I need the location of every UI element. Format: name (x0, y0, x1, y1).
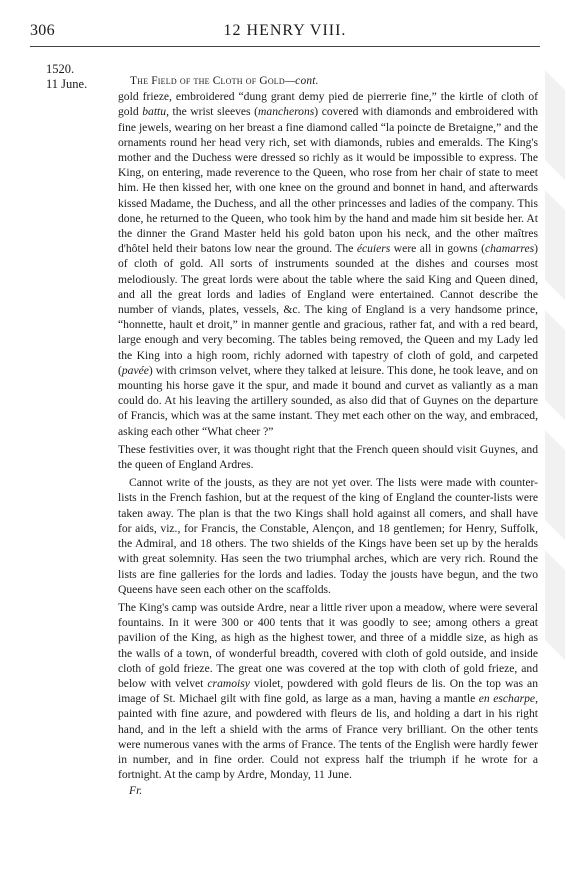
text-run: These festivities over, it was thought right that the French queen should visit Guynes, and the queen of England Ardres. (118, 442, 538, 472)
text-run: ) of cloth of gold. All sorts of instruments sounded at the dishes and courses most melodiously. The great lords were about the table where the said King and Queen dined, and all the great lords and ladies of England were entertained. Cannot describe the number of viands, plates, vessels, &c. The king of England is a very handsome prince, “honnette, hault et droit,” in manner gentle and gracious, rather fat, and with a red beard, large enough and very becoming. The tables being removed, the Queen and my Lady led the King into a high room, richly adorned with tapestry of cloth of gold, and carpeted ( (118, 242, 538, 377)
section-title-cont: —cont. (284, 75, 319, 87)
italic-term: en escharpe (478, 692, 536, 706)
text-run: ) covered with diamonds and embroidered with fine jewels, wearing on her breast a fine diamond called “la poincte de Bretaigne,” and the ornaments round her head very rich, set with diamonds, rubies and emeralds. The King's mother and the Duchess were dressed so richly as it would be impossible to express. The King, on entering, made reverence to the Queen, who rose from her chair of state to meet him. He then kissed her, with one knee on the ground and bonnet in hand, and afterwards kissed Madame, the Duchess, and all the other princesses and ladies of the company. This done, he returned to the Queen, who took him by the hand and made him sit beside her. At the dinner the Grand Master held his gold baton upon his neck, and the other maîtres d'hôtel held their batons low near the ground. The (118, 105, 539, 256)
text-run: gold frieze, embroidered “dung grant demy pied de pierrerie fine,” the kirtle of cloth of gold (118, 90, 538, 119)
italic-term: écuiers (356, 242, 391, 256)
italic-term: pavée (121, 363, 149, 377)
italic-term: mancherons (258, 105, 315, 119)
margin-date: 11 June. (46, 77, 88, 91)
page-header (30, 22, 540, 44)
section-title-text: The Field of the Cloth of Gold (130, 75, 285, 87)
running-head: 12 HENRY VIII. (223, 22, 347, 39)
paragraph (118, 89, 538, 439)
signature: Fr. (129, 784, 143, 798)
faded-margin-watermark (535, 70, 565, 670)
paragraph (118, 475, 538, 597)
paragraph (118, 442, 538, 472)
text-run: violet, powdered with gold fleurs de lis. On the top was an image of St. Michael gilt with fine gold, as large as a man, having a mantle (118, 676, 538, 706)
text-run: The King's camp was outside Ardre, near a little river upon a meadow, where were several fountains. In it were 300 or 400 tents that it was goodly to see; among others a great pavilion of the King, as high as the highest tower, and three of a middle size, as high as the walls of a town, of wonderful breadth, covered with cloth of gold outside, and inside cloth of gold frieze. The great one was covered at the top with cloth of gold frieze, and below with velvet (118, 600, 538, 690)
text-run: ) with crimson velvet, where they talked at leisure. This done, he took leave, and on mounting his horse gave it the spur, and made it bound and curvet as valiantly as a man could do. At his leaving the artillery sounded, as also did that of Guynes on the departure of Francis, which was at the same instant. They met each other on the way, and embraced, asking each other “What cheer ?” (118, 363, 538, 438)
page-number: 306 (30, 22, 55, 39)
italic-term: cramoisy (207, 676, 250, 690)
section-title (118, 74, 538, 89)
body-text (118, 74, 538, 799)
margin-year: 1520. (46, 62, 75, 76)
paragraph (118, 600, 538, 782)
paragraphs (118, 89, 538, 782)
italic-term: battu (142, 105, 167, 119)
text-run: were all in gowns ( (390, 242, 485, 256)
text-run: , the wrist sleeves ( (166, 105, 259, 119)
watermark-graphic (535, 70, 565, 670)
text-run: , painted with fine azure, and powdered with fleurs de lis, and holding a dart in his right hand, and in the left a shield with the arms of France very brilliant. On the other tents were numerous vanes with the arms of France. The tents of the English were hardly fewer in number, and in fine order. Could not express half the triumph if he wrote for a fortnight. At the camp by Ardre, Monday, 11 June. (118, 692, 538, 782)
header-rule (30, 46, 540, 47)
text-run: Cannot write of the jousts, as they are not yet over. The lists were made with counter-lists in the French fashion, but at the request of the king of England the counter-lists were taken away. The plan is that the two Kings shall hold against all comers, and shall have for aids, viz., for Francis, the Constable, Alençon, and 18 gentlemen; for Henry, Suffolk, the Admiral, and 18 others. The two shields of the Kings have been set up by the heralds with great solemnity. Has seen the two triumphal arches, which are very rich. Round the lists are fine galleries for the lords and ladies. Today the jousts have begun, and the two Queens have seen each other on the scaffolds. (118, 476, 538, 596)
italic-term: chamarres (484, 242, 535, 256)
